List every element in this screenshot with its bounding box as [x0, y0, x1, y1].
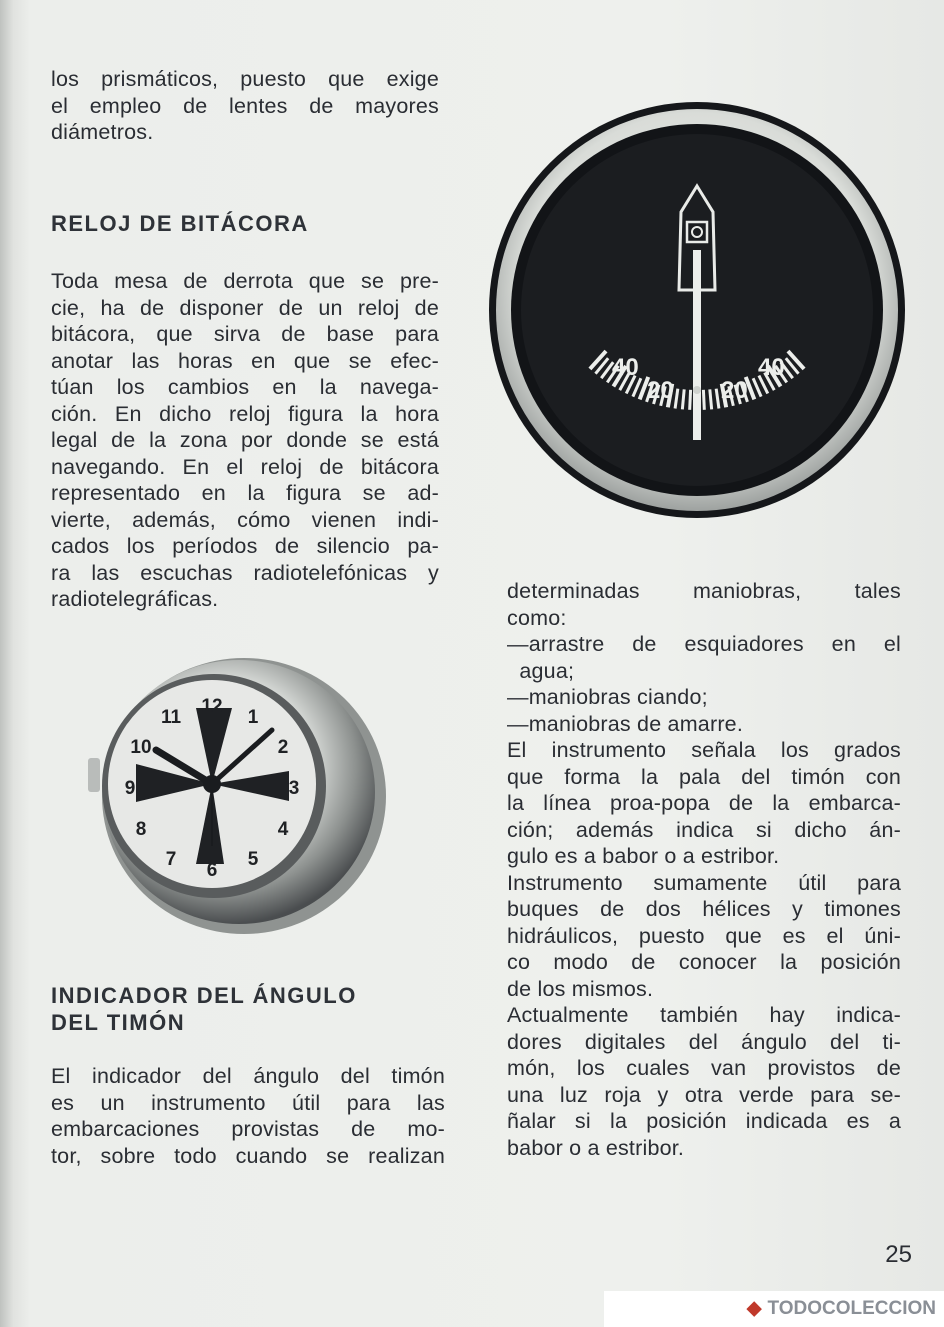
text-line: ra las escuchas radiotelefónicas y — [51, 560, 439, 585]
watermark-text: TODOCOLECCION — [767, 1298, 936, 1319]
text-line: El instrumento señala los grados — [507, 738, 901, 762]
text-line: —maniobras de amarre. — [507, 711, 744, 736]
gauge-label-right-40: 40 — [758, 354, 785, 381]
gauge-tick — [690, 390, 691, 410]
text-line: la línea proa-popa de la embarca- — [507, 791, 901, 815]
text-line: túan los cambios en la navega- — [51, 375, 439, 399]
gauge-label-left-20: 20 — [647, 377, 674, 404]
text-line: anotar las horas en que se efec- — [51, 348, 439, 373]
section-heading-reloj: RELOJ DE BITÁCORA — [51, 211, 309, 236]
section-heading-indicador — [51, 982, 357, 1036]
indicador-paragraph — [51, 1063, 445, 1169]
text-line: món, los cuales van provistos de — [507, 1056, 901, 1080]
heading-line: INDICADOR DEL ÁNGULO — [51, 983, 357, 1008]
intro-paragraph — [51, 66, 439, 146]
clock-numeral: 7 — [165, 849, 177, 871]
brand-logo-icon: ◆ — [746, 1298, 762, 1319]
text-line: representado en la figura se ad- — [51, 481, 439, 505]
ship-clock-illustration — [84, 646, 394, 946]
text-line: cados los períodos de silencio pa- — [51, 534, 439, 558]
clock-numeral: 6 — [206, 860, 218, 881]
watermark[interactable] — [604, 1291, 944, 1327]
clock-numeral: 12 — [201, 696, 223, 717]
text-line: agua; — [507, 658, 575, 683]
text-line: como: — [507, 605, 567, 630]
text-line: hidráulicos, puesto que es el úni- — [507, 923, 901, 948]
text-line: determinadas maniobras, tales — [507, 579, 901, 603]
text-line: navegando. En el reloj de bitácora — [51, 454, 439, 479]
text-line: de los mismos. — [507, 976, 654, 1001]
text-line: co modo de conocer la posición — [507, 950, 901, 974]
text-line: los prismáticos, puesto que exige — [51, 67, 439, 91]
heading-line: DEL TIMÓN — [51, 1010, 186, 1035]
gauge-needle — [693, 250, 701, 440]
text-line: dores digitales del ángulo del ti- — [507, 1029, 901, 1054]
text-line: cie, ha de disponer de un reloj de — [51, 295, 439, 320]
text-line: Instrumento sumamente útil para — [507, 870, 901, 895]
text-line: ción. En dicho reloj figura la hora — [51, 401, 439, 426]
clock-numeral: 10 — [130, 737, 152, 758]
text-line: gulo es a babor o a estribor. — [507, 844, 780, 868]
text-line: radiotelegráficas. — [51, 587, 219, 611]
clock-numeral: 1 — [247, 706, 259, 728]
clock-numeral: 8 — [135, 819, 147, 840]
text-line: —maniobras ciando; — [507, 685, 708, 709]
text-line: El indicador del ángulo del timón — [51, 1064, 445, 1088]
clock-numeral: 11 — [160, 706, 182, 728]
clock-numeral: 2 — [277, 737, 289, 758]
clock-numeral: 4 — [277, 819, 289, 840]
clock-numeral: 3 — [288, 778, 300, 799]
text-line: el empleo de lentes de mayores — [51, 93, 439, 118]
text-line: —arrastre de esquiadores en el — [507, 632, 901, 656]
text-line: es un instrumento útil para las — [51, 1090, 445, 1115]
text-line: que forma la pala del timón con — [507, 764, 901, 789]
page-number: 25 — [885, 1241, 912, 1268]
gauge-tick — [703, 390, 704, 410]
text-line: bitácora, que sirva de base para — [51, 322, 439, 346]
clock-numeral: 9 — [124, 778, 136, 799]
text-line: embarcaciones provistas de mo- — [51, 1117, 445, 1141]
text-line: legal de la zona por donde se está — [51, 428, 439, 452]
book-binding — [0, 0, 14, 1327]
text-line: diámetros. — [51, 120, 154, 144]
text-line: Toda mesa de derrota que se pre- — [51, 269, 439, 293]
text-line: ñalar si la posición indicada es a — [507, 1109, 901, 1133]
text-line: babor o a estribor. — [507, 1135, 685, 1160]
gauge-tick — [710, 389, 712, 409]
reloj-paragraph — [51, 268, 439, 613]
gauge-label-right-20: 20 — [721, 377, 748, 404]
gauge-tick — [682, 389, 684, 409]
right-column-paragraph — [507, 578, 901, 1161]
gauge-label-left-40: 40 — [612, 354, 639, 381]
text-line: tor, sobre todo cuando se realizan — [51, 1143, 445, 1168]
text-line: Actualmente también hay indica- — [507, 1003, 901, 1027]
text-line: ción; además indica si dicho án- — [507, 817, 901, 842]
clock-numeral: 5 — [247, 849, 259, 871]
text-line: buques de dos hélices y timones — [507, 897, 901, 921]
rudder-angle-gauge-illustration — [487, 100, 907, 520]
text-line: vierte, además, cómo vienen indi- — [51, 507, 439, 532]
text-line: una luz roja y otra verde para se- — [507, 1082, 901, 1107]
